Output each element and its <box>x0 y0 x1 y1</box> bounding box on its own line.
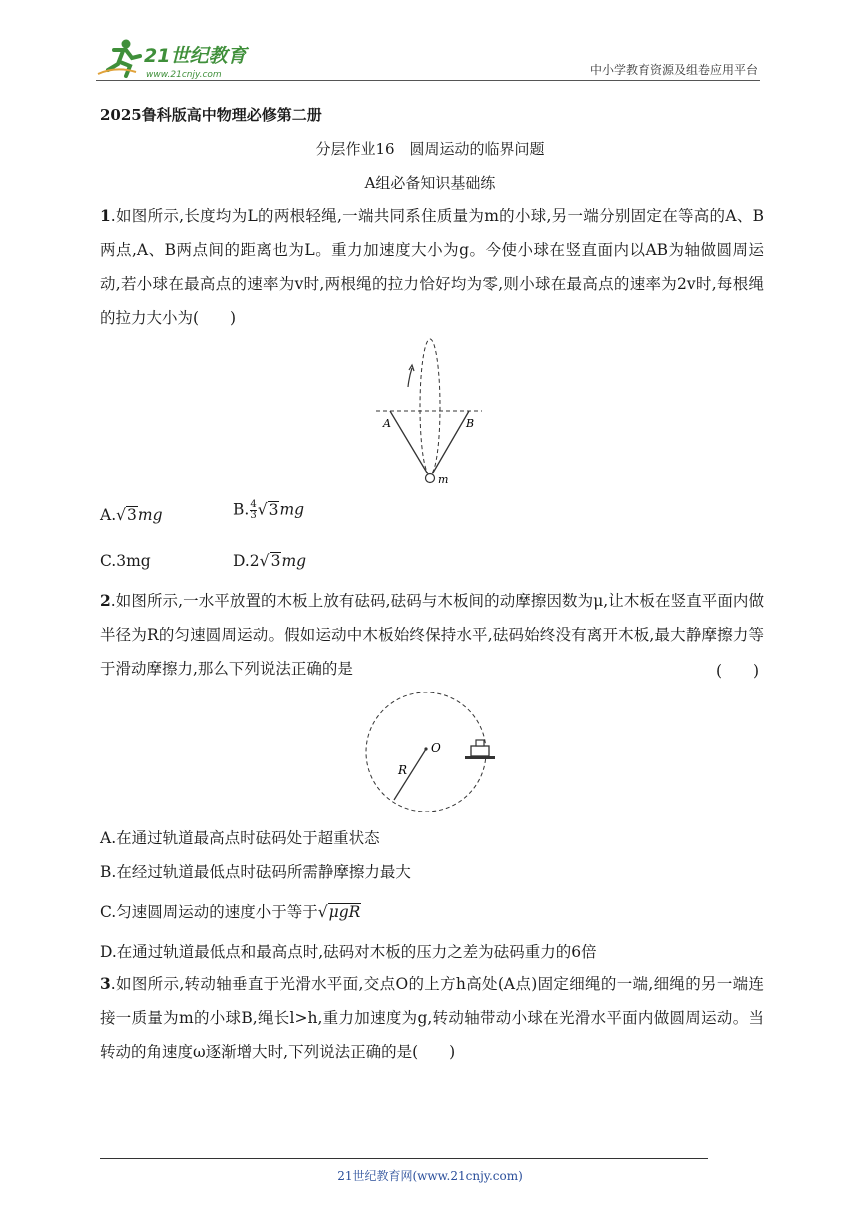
footer-divider <box>100 1158 708 1159</box>
site-logo <box>96 36 266 82</box>
q2-option-d[interactable]: D.在通过轨道最低点和最高点时,砝码对木板的压力之差为砝码重力的6倍 <box>100 943 597 961</box>
q1-option-a[interactable]: A.√3mg <box>100 506 163 524</box>
label-b: B <box>466 417 475 430</box>
question-1 <box>100 199 764 335</box>
figure-q2-circle <box>330 692 510 812</box>
q1-option-c[interactable]: C.3mg <box>100 552 151 570</box>
logo-url: www.21cnjy.com <box>146 70 222 80</box>
assignment-title: 分层作业16 圆周运动的临界问题 <box>315 140 545 158</box>
question-2 <box>100 584 764 686</box>
label-a: A <box>383 417 391 430</box>
q2-answer-paren: ( ) <box>716 662 760 680</box>
q1-option-b[interactable]: B. $\frac{4}{3}$ √3mg <box>233 499 305 521</box>
q2-option-a[interactable]: A.在通过轨道最高点时砝码处于超重状态 <box>100 829 380 847</box>
label-m: m <box>438 473 449 486</box>
label-o: O <box>431 741 441 755</box>
question-text: .如图所示,一水平放置的木板上放有砝码,砝码与木板间的动摩擦因数为μ,让木板在竖直平面内做半径为R的匀速圆周运动。假如运动中木板始终保持水平,砝码始终没有离开木板,最大静摩擦力等于滑动摩擦力,那么下列说法正确的是 <box>100 592 764 678</box>
question-3 <box>100 967 764 1069</box>
question-text: .如图所示,长度均为L的两根轻绳,一端共同系住质量为m的小球,另一端分别固定在等高的A、B两点,A、B两点间的距离也为L。重力加速度大小为g。今使小球在竖直面内以AB为轴做圆周运动,若小球在最高点的速率为v时,两根绳的拉力恰好均为零,则小球在最高点的速率为2v时,每根绳的拉力大小为( ) <box>100 207 764 327</box>
label-r: R <box>398 763 408 777</box>
logo-text: 21世纪教育 <box>144 45 247 67</box>
group-title: A组必备知识基础练 <box>364 174 496 192</box>
q1-option-d[interactable]: D.2√3mg <box>233 552 307 570</box>
question-number: 3 <box>100 974 111 993</box>
runner-icon <box>98 40 140 77</box>
q2-option-c[interactable]: C.匀速圆周运动的速度小于等于√μgR <box>100 903 361 921</box>
document-title: 2025鲁科版高中物理必修第二册 <box>100 106 322 124</box>
figure-q1-pendulum <box>370 335 490 490</box>
q2-option-b[interactable]: B.在经过轨道最低点时砝码所需静摩擦力最大 <box>100 863 411 881</box>
footer-link[interactable]: 21世纪教育网(www.21cnjy.com) <box>337 1169 523 1183</box>
header-divider <box>96 80 760 81</box>
question-text: .如图所示,转动轴垂直于光滑水平面,交点O的上方h高处(A点)固定细绳的一端,细绳的另一端连接一质量为m的小球B,绳长l>h,重力加速度为g,转动轴带动小球在光滑水平面内做圆周运动。当转动的角速度ω逐渐增大时,下列说法正确的是( ) <box>100 975 764 1061</box>
header-platform-text: 中小学教育资源及组卷应用平台 <box>589 63 758 77</box>
question-number: 1 <box>100 206 111 225</box>
question-number: 2 <box>100 591 111 610</box>
